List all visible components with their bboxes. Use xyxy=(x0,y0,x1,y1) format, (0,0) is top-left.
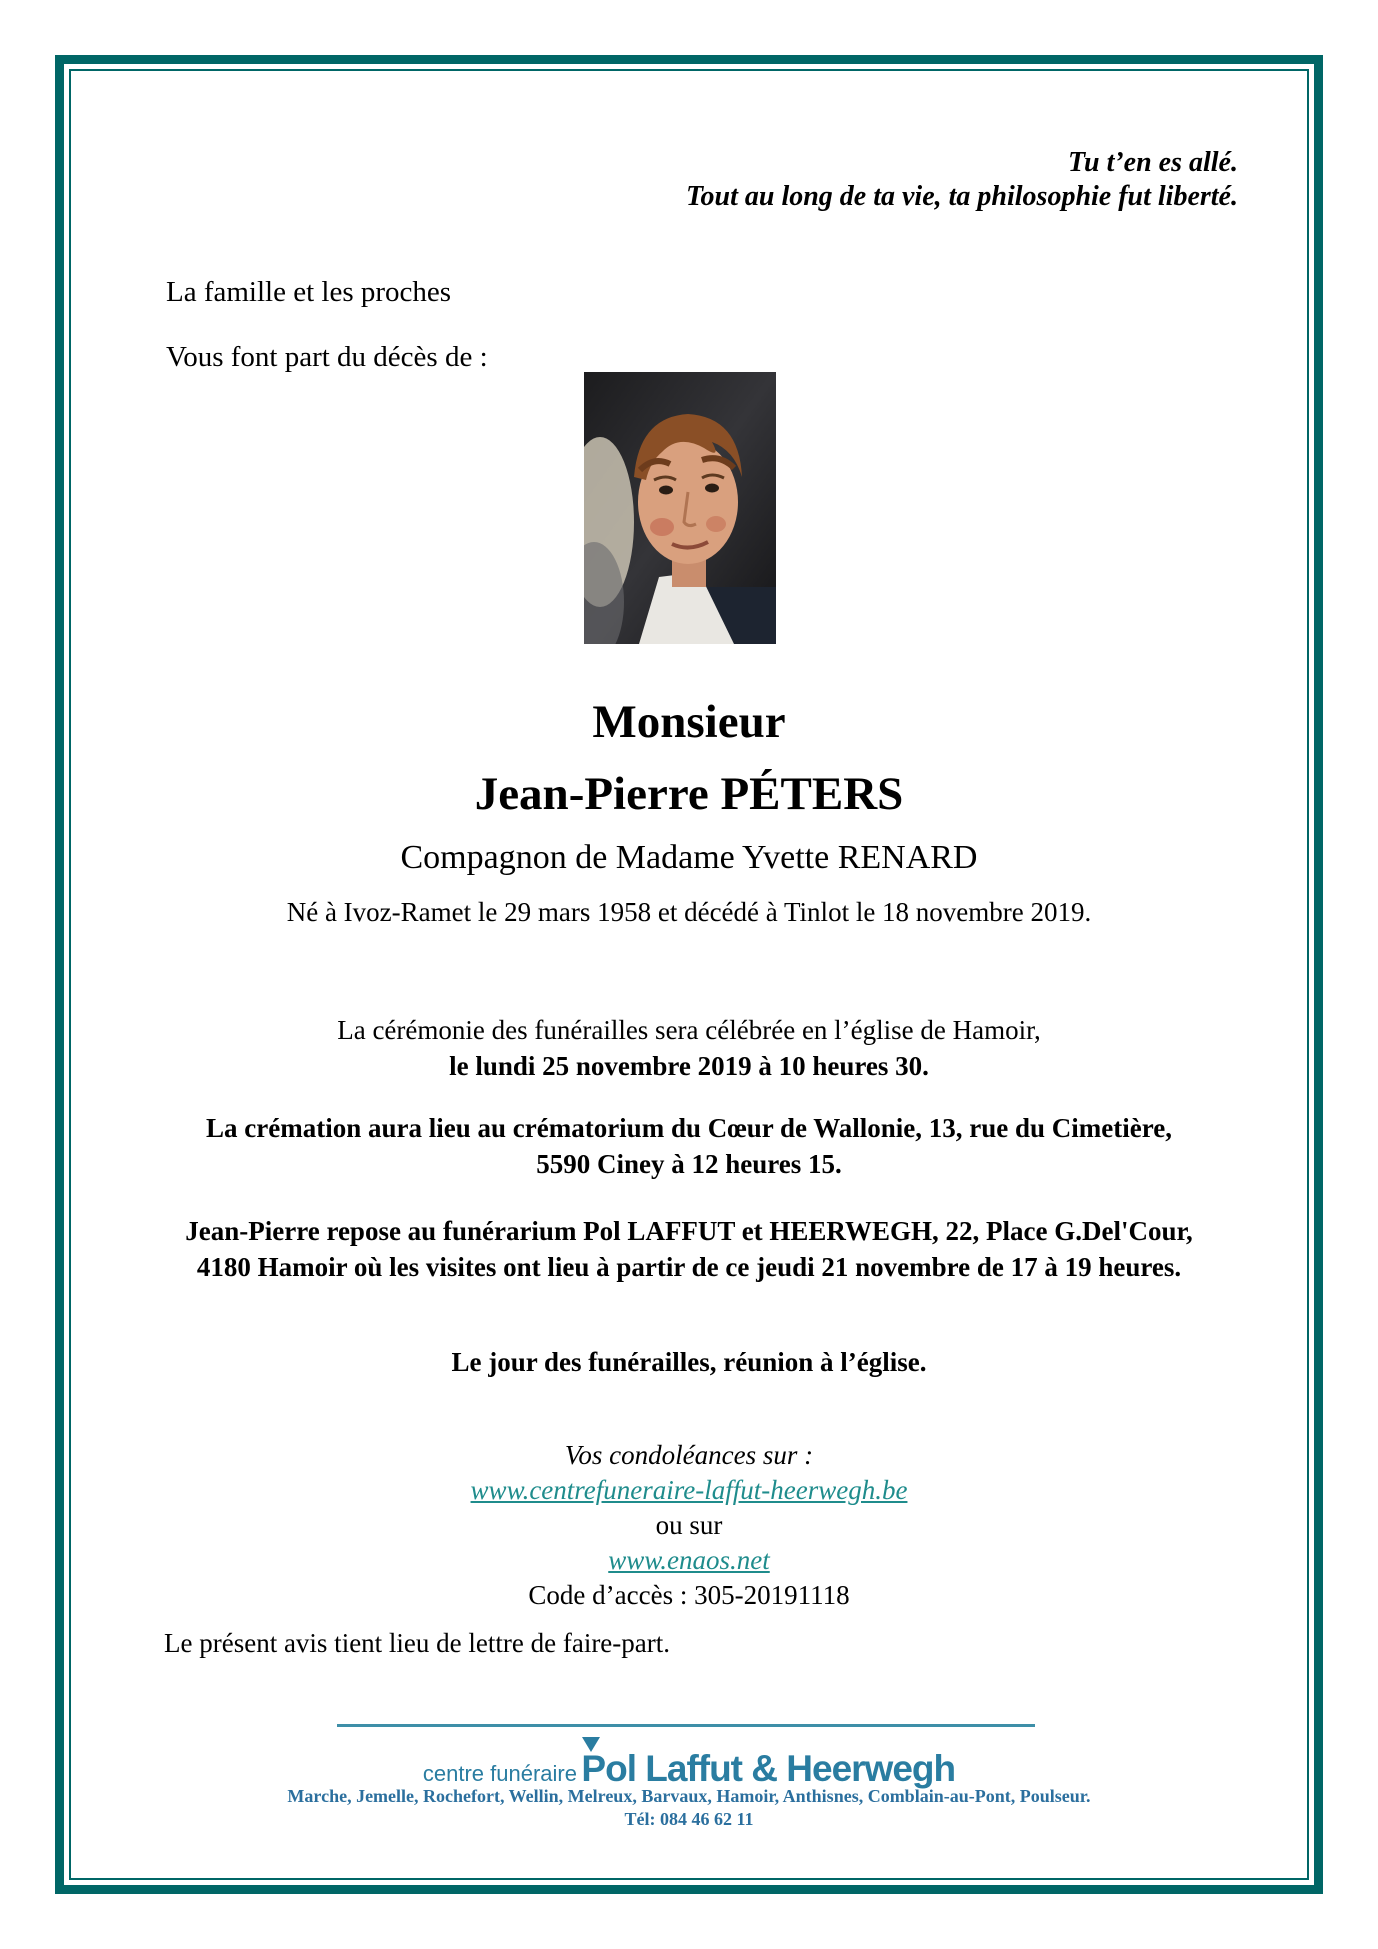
funeral-home-logo xyxy=(0,1748,1378,1790)
access-code: Code d’accès : 305-20191118 xyxy=(528,1580,850,1610)
brand-prefix: centre funéraire xyxy=(422,1761,577,1786)
cremation-line2: 5590 Ciney à 12 heures 15. xyxy=(536,1149,842,1179)
portrait-photo xyxy=(584,372,776,644)
condolences-or: ou sur xyxy=(655,1510,723,1540)
condolences-block xyxy=(0,1438,1378,1613)
cremation-line1: La crémation aura lieu au crématorium du Cœur de Wallonie, 13, rue du Cimetière, xyxy=(206,1113,1172,1143)
life-dates: Né à Ivoz-Ramet le 29 mars 1958 et décédé à Tinlot le 18 novembre 2019. xyxy=(286,897,1092,927)
reunion-note: Le jour des funérailles, réunion à l’église. xyxy=(451,1347,927,1377)
condolences-intro: Vos condoléances sur : xyxy=(564,1440,814,1470)
deceased-name: Jean-Pierre PÉTERS xyxy=(474,768,904,820)
repose-paragraph xyxy=(0,1213,1378,1285)
condolences-link-enaos[interactable]: www.enaos.net xyxy=(608,1545,770,1575)
deceased-name-block xyxy=(0,686,1378,886)
portrait-illustration xyxy=(584,372,776,644)
faire-part-notice: Le présent avis tient lieu de lettre de faire-part. xyxy=(164,1628,671,1658)
brand-name: Pol Laffut & Heerwegh xyxy=(581,1748,956,1789)
repose-line1: Jean-Pierre repose au funérarium Pol LAFFUT et HEERWEGH, 22, Place G.Del'Cour, xyxy=(185,1216,1193,1246)
intro-family: La famille et les proches xyxy=(166,276,452,308)
ceremony-line1: La cérémonie des funérailles sera célébrée en l’église de Hamoir, xyxy=(337,1015,1041,1045)
deceased-title: Monsieur xyxy=(592,696,786,748)
cremation-paragraph xyxy=(0,1110,1378,1182)
footer-locations: Marche, Jemelle, Rochefort, Wellin, Melreux, Barvaux, Hamoir, Anthisnes, Comblain-au-Pont, Poulseur. xyxy=(287,1786,1091,1806)
epigraph-line1: Tu t’en es allé. xyxy=(1067,147,1238,178)
ceremony-line2: le lundi 25 novembre 2019 à 10 heures 30. xyxy=(449,1051,929,1081)
intro-announce: Vous font part du décès de : xyxy=(166,341,488,373)
condolences-link-laffut[interactable]: www.centrefuneraire-laffut-heerwegh.be xyxy=(470,1475,908,1505)
deceased-relation: Compagnon de Madame Yvette RENARD xyxy=(400,839,978,876)
epigraph-line2: Tout au long de ta vie, ta philosophie fut liberté. xyxy=(685,181,1238,212)
decorative-outer-frame xyxy=(55,55,1323,1894)
footer-phone: Tél: 084 46 62 11 xyxy=(624,1809,754,1829)
footer-divider xyxy=(337,1724,1035,1727)
ceremony-paragraph xyxy=(0,1012,1378,1084)
repose-line2: 4180 Hamoir où les visites ont lieu à partir de ce jeudi 21 novembre de 17 à 19 heures. xyxy=(196,1252,1182,1282)
epigraph xyxy=(686,146,1238,214)
